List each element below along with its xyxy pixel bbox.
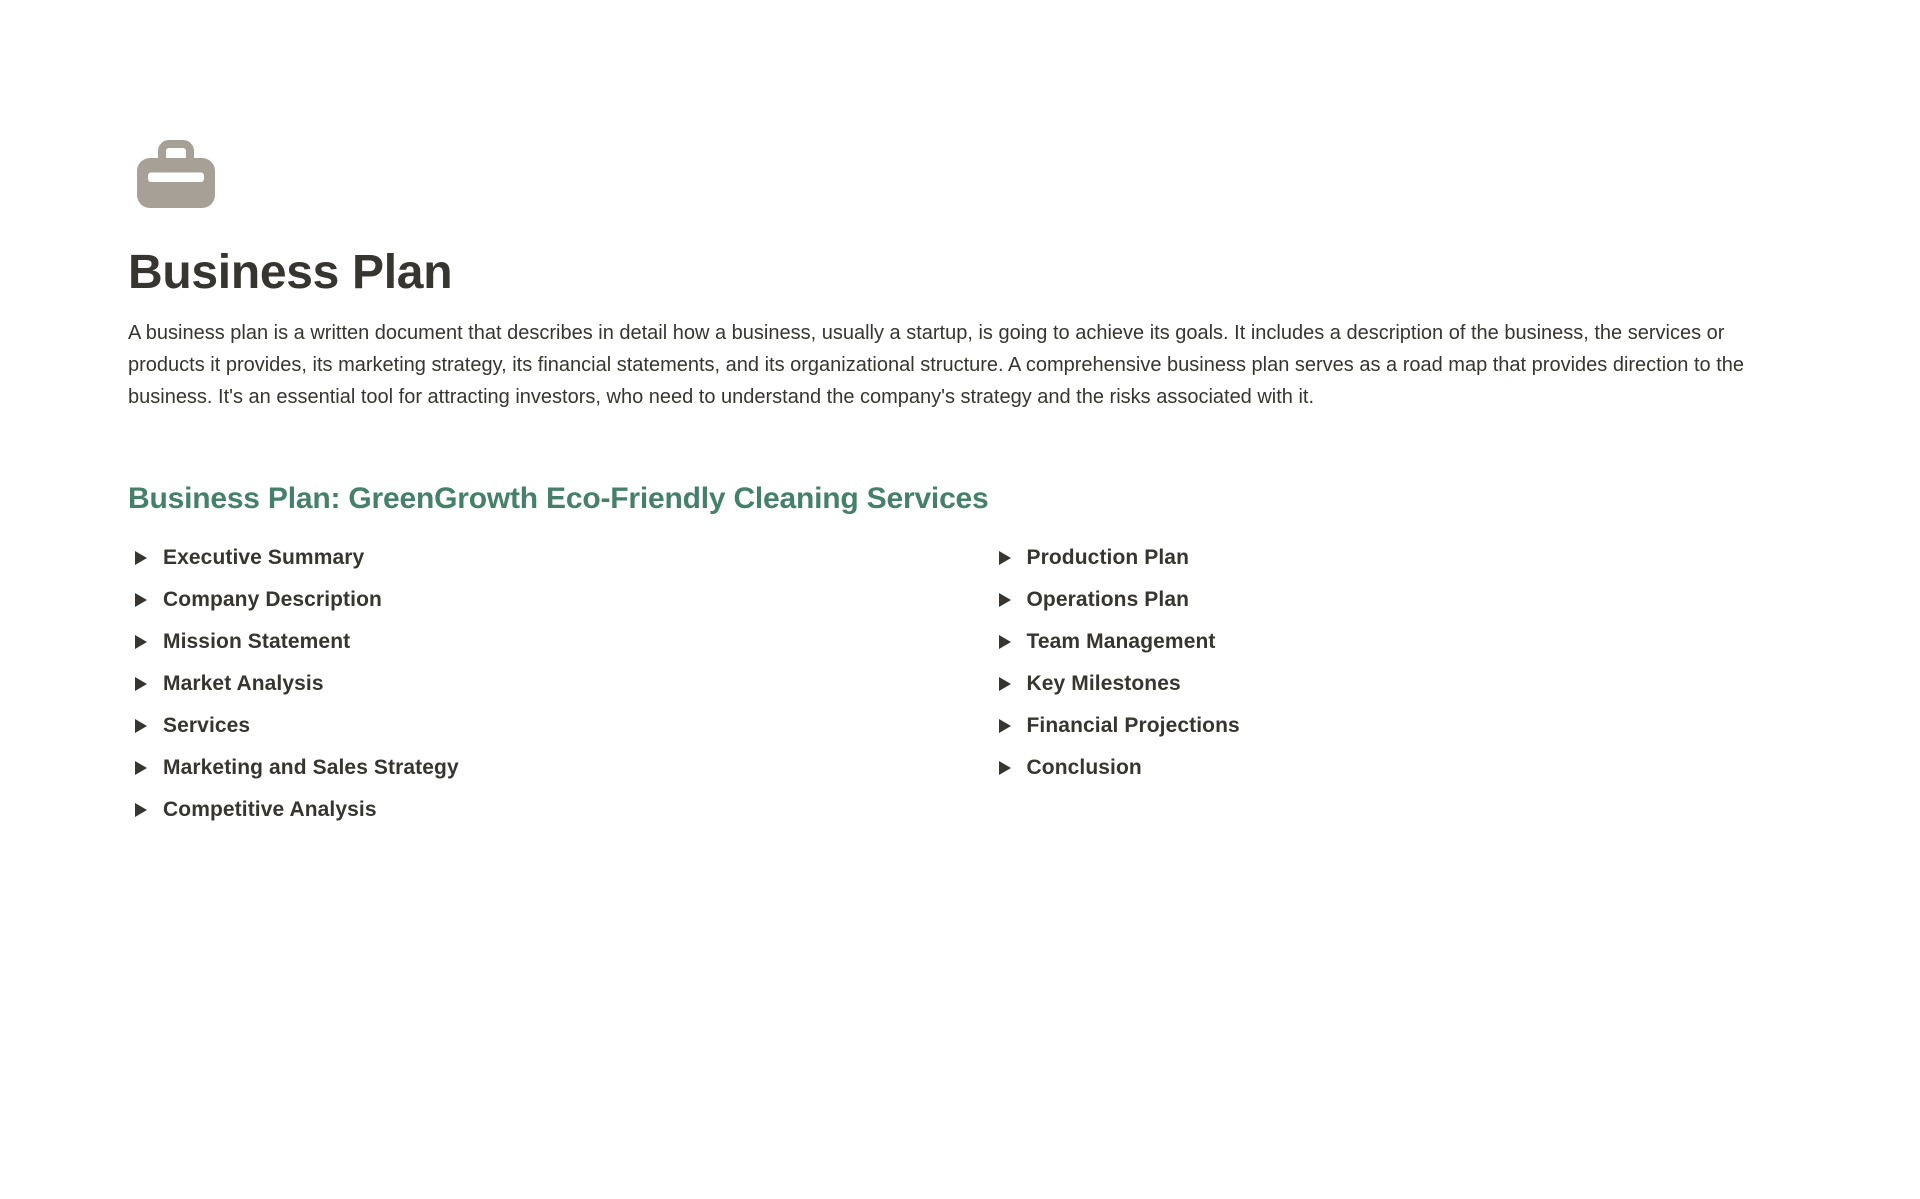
- toggle-label: Conclusion: [1026, 756, 1142, 779]
- toggle-column-left: [128, 537, 932, 831]
- toggle-triangle-icon[interactable]: [135, 551, 147, 565]
- toggle-item[interactable]: [992, 537, 1796, 579]
- toggle-item[interactable]: [128, 621, 932, 663]
- toggle-label: Company Description: [163, 588, 382, 611]
- toggle-triangle-icon[interactable]: [135, 677, 147, 691]
- toggle-label: Operations Plan: [1026, 588, 1190, 611]
- page-icon[interactable]: [137, 140, 215, 208]
- page-description[interactable]: A business plan is a written document that describes in detail how a business, usually a startup, is going to achieve its goals. It includes a description of the business, the services or products it provides, its marketing strategy, its financial statements, and its organizational structure. A comprehensive business plan serves as a road map that provides direction to the business. It's an essential tool for attracting investors, who need to understand the company's strategy and the risks associated with it.: [128, 322, 1745, 408]
- toggle-item[interactable]: [992, 621, 1796, 663]
- page-title[interactable]: Business Plan: [128, 246, 453, 299]
- toggle-label: Market Analysis: [163, 672, 324, 695]
- toggle-triangle-icon[interactable]: [135, 593, 147, 607]
- toggle-item[interactable]: [128, 705, 932, 747]
- toggle-triangle-icon[interactable]: [999, 551, 1011, 565]
- toggle-item[interactable]: [128, 747, 932, 789]
- toggle-label: Competitive Analysis: [163, 798, 377, 821]
- toggle-label: Executive Summary: [163, 546, 365, 569]
- toggle-label: Financial Projections: [1026, 714, 1240, 737]
- toggle-triangle-icon[interactable]: [135, 761, 147, 775]
- briefcase-icon: [137, 140, 215, 208]
- toggle-triangle-icon[interactable]: [135, 803, 147, 817]
- toggle-item[interactable]: [128, 579, 932, 621]
- toggle-triangle-icon[interactable]: [999, 593, 1011, 607]
- toggle-item[interactable]: [128, 537, 932, 579]
- toggle-columns: [128, 537, 1795, 831]
- toggle-triangle-icon[interactable]: [999, 761, 1011, 775]
- toggle-column-right: [992, 537, 1796, 831]
- toggle-label: Production Plan: [1026, 546, 1190, 569]
- section-heading[interactable]: Business Plan: GreenGrowth Eco-Friendly Cleaning Services: [128, 482, 989, 515]
- toggle-triangle-icon[interactable]: [135, 719, 147, 733]
- toggle-item[interactable]: [992, 579, 1796, 621]
- toggle-item[interactable]: [992, 747, 1796, 789]
- toggle-item[interactable]: [128, 789, 932, 831]
- toggle-triangle-icon[interactable]: [999, 677, 1011, 691]
- toggle-label: Team Management: [1026, 630, 1216, 653]
- toggle-triangle-icon[interactable]: [135, 635, 147, 649]
- toggle-triangle-icon[interactable]: [999, 719, 1011, 733]
- toggle-label: Services: [163, 714, 251, 737]
- toggle-item[interactable]: [992, 705, 1796, 747]
- toggle-item[interactable]: [128, 663, 932, 705]
- toggle-label: Key Milestones: [1026, 672, 1181, 695]
- toggle-label: Marketing and Sales Strategy: [163, 756, 459, 779]
- toggle-label: Mission Statement: [163, 630, 351, 653]
- toggle-triangle-icon[interactable]: [999, 635, 1011, 649]
- toggle-item[interactable]: [992, 663, 1796, 705]
